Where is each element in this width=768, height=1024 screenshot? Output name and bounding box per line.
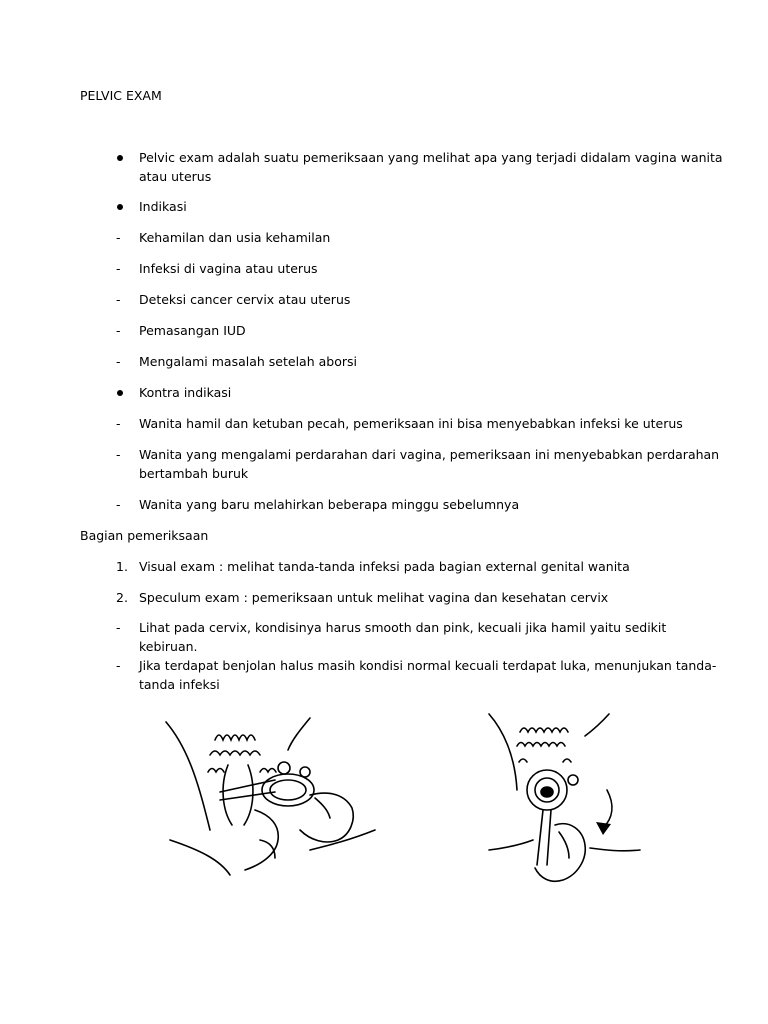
document-title: PELVIC EXAM [80, 88, 162, 103]
list-item-text: Wanita hamil dan ketuban pecah, pemeriksaan ini bisa menyebabkan infeksi ke uterus [139, 416, 683, 431]
list-item-text: Deteksi cancer cervix atau uterus [139, 292, 351, 307]
list-item-text: Kehamilan dan usia kehamilan [139, 230, 331, 245]
section-heading: Bagian pemeriksaan [80, 528, 209, 543]
list-item-text: Wanita yang mengalami perdarahan dari vagina, pemeriksaan ini menyebabkan perdarahan [139, 447, 720, 462]
number-marker: 1. [116, 559, 128, 574]
list-item-text-cont: tanda infeksi [139, 677, 220, 692]
dash-marker: - [116, 323, 121, 338]
numbered-item-text: Visual exam : melihat tanda-tanda infeksi pada bagian external genital wanita [139, 559, 630, 574]
bullet-marker [117, 390, 123, 396]
rotation-arrow-icon [596, 822, 611, 835]
bullet-marker [117, 155, 123, 161]
speculum-insertion-illustration [160, 700, 380, 885]
dash-marker: - [116, 447, 121, 462]
list-item-text: Infeksi di vagina atau uterus [139, 261, 318, 276]
list-item-text: Kontra indikasi [139, 385, 232, 400]
dash-marker: - [116, 354, 121, 369]
dash-marker: - [116, 658, 121, 673]
dash-marker: - [116, 230, 121, 245]
list-item-text: Pemasangan IUD [139, 323, 246, 338]
numbered-item-text: Speculum exam : pemeriksaan untuk melihat vagina dan kesehatan cervix [139, 590, 609, 605]
dash-marker: - [116, 620, 121, 635]
dash-marker: - [116, 497, 121, 512]
list-item-text: Mengalami masalah setelah aborsi [139, 354, 357, 369]
list-item-text: Pelvic exam adalah suatu pemeriksaan yang melihat apa yang terjadi didalam vagina wanita [139, 150, 723, 165]
dash-marker: - [116, 416, 121, 431]
list-item-text: Indikasi [139, 199, 187, 214]
list-item-text: Lihat pada cervix, kondisinya harus smooth dan pink, kecuali jika hamil yaitu sedikit [139, 620, 667, 635]
bullet-marker [117, 204, 123, 210]
number-marker: 2. [116, 590, 128, 605]
list-item-text-cont: atau uterus [139, 169, 212, 184]
dash-marker: - [116, 292, 121, 307]
list-item-text-cont: kebiruan. [139, 639, 198, 654]
list-item-text: Jika terdapat benjolan halus masih kondisi normal kecuali terdapat luka, menunjukan tanda- [139, 658, 717, 673]
speculum-opened-illustration [485, 700, 645, 890]
dash-marker: - [116, 261, 121, 276]
list-item-text-cont: bertambah buruk [139, 466, 249, 481]
list-item-text: Wanita yang baru melahirkan beberapa minggu sebelumnya [139, 497, 520, 512]
